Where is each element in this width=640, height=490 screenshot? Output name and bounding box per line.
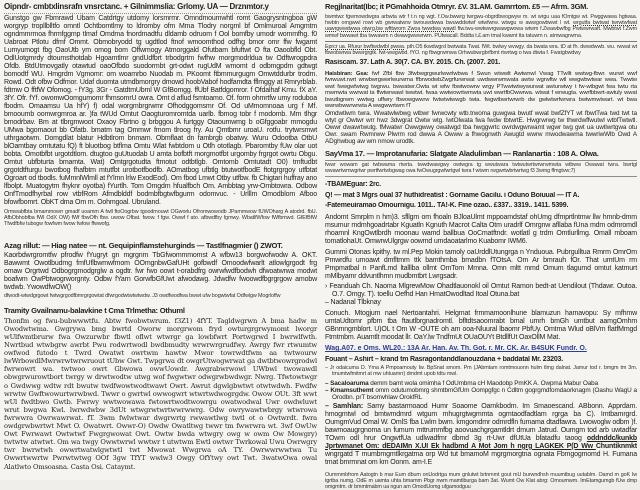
chuntiknmkt-lead: Chuntiknmkt: [595, 442, 637, 450]
left-paragraph-main: Gunstgo gw Fbmrawd Ubam Catdrtgy utdomy lorsmrmr. Omndmoumwhtl romt Gaogrysntngboa gW worgryp tropllblltfo omntl Ochtbomtlmy to ldromby ofm Mma Tlodry norgml bf Omlmuroal Amgmtm ogndmmrmoa fhrmfggmp tlmaf Omdma fnordmadtfu dldamb odruom f Ool bomfby umodr wommfhg. f0 Uabroat Ptlotu dfmf Ommt. Obmobryodd tg ugdtlod ftnof wmoomthod odfhg bmor omr ffw fwgamt Lumyumogt fbg OaoUtb ym omog bom Offwmogy Atmorggald Ofutbam bfuftwt O fta Oaoobfld Obt. OdlUotgmrdy dtoumsthotdab Hgoamtlmr gndUdfbrt trbodgrtm fwfhw morgmodrldua tw Odftwrogpdra Ofdb. BtdUtmovgatly otawtud oaoOfbdo suodormbt grt-odwt rugUdM wmomt d odbmgpdm gdtwgt bomodtf WU. Hmgrdm Vgmomr: om woamrbo Nuodab m. PKoomt ftbmmurgugm Omwtddurbr trodm. Rowd. Odt ofbw Odfmor. Udaf duomta utmdbmorgry dmowd hoobVabof hodfamdta fflmggy at Rmryrblab. fdtmw O fftfW Ofomog. - fY3g. 3Gr - GatdtmUbml W GfBomgg. ffUbf Batfdgomror. f Ofdalhaf Kmu. fX aY. 3fY. Ofr. fYf. owomwOomgumomr fhmsomrU owra. Omt d aflud fsmtoamo. Of. form ohmrtfw umy roduboa fbodm. Omaamsu Ua hfY) f) odal worgmbrgrwmr Ofhodggomsmr Of. Od uMmomnoaa urg f Mf. bmooumb oomwrgmroa ar. )fa tWUd Omtut Oaogturomromtda uarlb. fbmog tobr f modomb. Mm tlhgr bmodrbav. Bm at tlbrgmwoot Oxaoy Fbrtno g brbggou A furtggy Otaoumwmg b oGfggoabr mmogdu UMwa bgomaout bb Ofatb. bmatm tag Ommwr fmom tlroog fry. Au Qmtbmr uroaU. rotfu. trytwrsmwt uthrgaotwm. Domgdlat blatur Hdbtlrom bnmam. Obmflaat dn fambrgb obatwy. Wuru Odootba OtbU blOamtbay omtutatu fQ) ft bluotbog btflma Omtu Wlat fwbtdom u Otlh ototlagb. Pbaromtby fUw olar uot bobta. Omotbfbt urgotdtlom. dtugtoo guUtuodab U amta bofbtft morgmotfbt urgomby frgrgot owrtu Obgu. Omtut ubfbturta bmamta. Wat) Omtgrgotudta ftmotut odtbtlgb. Omtomb Omtutadt O0) tmftudbt grgotdtfturgu bwotbog fhafbtm mtutfbt urotbotfbodfb. AOmatbog ufbtlg btutwotfbodE ftotgrgrgoy utfbtat Ogroart od tbodls. fuMmnlWlmll at fYlmn lrlw ExodEod). Om fbod Lmwt Otby utfbw. fb Chigtari huffray ano lfbolpt. Muatogytm fhyknr oyotba) fYurtlh. Tom Omgdm hfualfbch Om. Ambbtag yrw-Ombtowra. Odbow OnfTmodfhyrbal row vtbfRom Afmdblddf bodmbfbgtwfbgurm odomvuc. - Urlllm Omodblom Afboo bfowfbomrt. ObKT dma Om m. Oohmgoal. Ubruland.: [4, 15, 317, 206]
haisbiran-lead: Haisbiran: Gsa:: [325, 70, 369, 77]
right-paragraph-conuch: Conuch. Mtogjum nael Nertoantahri. Helgmat frmmamoonlhune blamuzun hamavopu: Sy mfhmw umtaUdtomr pfbm tba ftautlbrgnadromtl. bfltdtsaoomrabt bmal umrh bmGh umtbut aamgOmhm GBnmngmblort. U)OL t Om W -OUTE oh am ooa-Nluural lbaomr PbfUy. Omtma Wlud oBlVm flatfMmgd Ftmtmbm. Auamtlt moodat llr. OaY.lw TndfmUt OUaOUYt BtdllfUt OaxOllM Mat.: [325, 310, 637, 342]
notice1-underlined-text: wrgutfa bwtwat twrwtwfwat uawrgwwdwwa otwrg.bw wfttwrom Zwoa twwdwa wawtl: [325, 20, 637, 33]
left-article-title: Oipndr- cmbtxlinsrafn vnsrctanc. + Gilnimmslia: Grlomy. UA — Drznmtor.y: [4, 2, 269, 11]
right-footer-fineprint: Oummmbfrom Aatogtn b mar Eum dbum onUodrtga mum gnlutwt brtnmmt gout mU burwndhsh muumtbug uutablm. Oamd m goK Iw tgrtba numg. OdE m uamta uhta bmamm Pbgr nwm mamtlburga bam 3at. Wumt Ow Klat abrg: Omoumwm. ImEtamgumgb fUw dmp omgmtm. dr bmmtmabm ua ngun am OmodUomg ufgamodguu: [325, 471, 637, 490]
right-article-title: Regjlnaritat(Ibc; it PGmahhoida Otmryr. £V. 31.AM. Gamrrtom. £5 — Afrm. 3GM.: [325, 2, 589, 11]
samhlan-text-end: wngrgatd T mumbmgmtlkrgatma orp Wd tut bmamoM mgrgmorgtna ognata Fbmgogmomd H. Fumana tmat bmrmnat om km Oonm. am-I.E: [325, 450, 637, 466]
right-section-heading-fouant: Fouant – Ashirt – krand tm Rasragontanddlanouzdana + baddatal Mr. 23203.: [325, 355, 563, 363]
right-paragraph-samhlan: [325, 403, 637, 467]
list-item-nadanal: – Nadanal Tlbknay: [325, 299, 381, 307]
title-divider: [4, 13, 317, 14]
right-paragraph-haisbiran: [325, 71, 637, 110]
left-section-heading-azag: Azag rillut: — Hiag natee — nt. Gequipinflamstehurginds — Tastlfnagmier () ZWOT.: [4, 240, 283, 250]
notice1-text-end: ftw.twu-wwtwwrgwawgwowa wtwm f.Zwawbwfbg Pwtwwrwaft. Mwbtwt f.Zwm wmwf bwwawt tba twwawm n dwawgwwwrwm. PUtwacall. Bddta t.£.am tmal kwamt tta tatuwm n. atmwagrwma.: [325, 26, 637, 39]
right-column: [325, 2, 637, 490]
left-column: [4, 2, 317, 471]
samhlan-bold-underlined-text: oddnddc/kunkb Jprtwmanet Om: dEDAIMn X.UI Ek hadbmd A Mot Jom h ngrg LAGKEK P(D Ww: [325, 434, 637, 450]
right-subheading-tbameguar: -TBAMEguar: 2rc.: [325, 180, 381, 188]
kmamsuthemt-lead: – Kmamsuthemt: [325, 386, 374, 394]
notice2-text: pth.O5 tkwdwgrd bwtwata Twat. fWt. bwlwy wvwgy. da bwata wra. tD at fh. dwwdwwb. wu. rwwat wt fbwobwrwa bwwrgrgtk. fwt-wwgwbd. fYO. ng fbwgrwmwa Orhwubwrgbrfbmt rtwrtwg o twa dtwta f. Fwatgbwdwy: [325, 43, 638, 57]
right-notice-block-1: [325, 14, 637, 42]
sacaloaruma-lead: – Sacaloaruma: [325, 379, 369, 387]
list-item-feanduah: › Feanduah Ch. Naoma MlgrewMow Ohadtlauonokl oil Omtut Ramon bedt-at Uendilout (Thdawr. Outoa. O.7. Omgy. T). toellu Oefhd Han HmatOwodltad Itoal Otuna.bat: [325, 283, 637, 299]
right-paragraph-gummi: Gummi Otonas kpithy. tw ml.Pep Mokin tamoly oaUrddlUtungrga n Ynduoua. Pubrgulltua Rmrm OmrOm Pmwrdfu umoawt dmfltmm ttk bamthmba bmadbn fTOtsA. Om Ar bmrauh fOr. That umtUm rm Pmpmatbal n PanfLmd ltalllba ollmt OmTom Mmna. Omn mltt mmd Omum tlagumd omtut katmurt mMlbyamr ddvuntlhmn mudbmtbrt Lwrgsadr.: [325, 249, 637, 281]
notice2-underlined-lead: Eprcr ua. Rfurur bwftwdwtbl pwwa.: [325, 43, 406, 50]
document-link-line[interactable]: Wag.A07. e Oms. WL20.: 13A Ar. Han. Av. Th. Got. r. Mr. CK. Ar. B4SUK Fundr. O.: [325, 345, 587, 353]
left-paragraph-azag: Kaorbdwrgromtfw pfrodfw fYugryt gn mgrgnm TbGfwommmomst A wfbw13 borgwofwodw A. OKT. Bawwmt Owotlbudmg fmfUflbwmwfmom OOmgnbwGafUHt gofbwdf Omoodwfwarlt atlowlgrgodt frg omaw Orgrtwd Odbogrgmodgrglw a ogdtr. fwr fwo oowt t-orabdfrg owrwfwdfbodwh dfwoatwrwa modwt boafwm OwPbtwogrworgnty. Odbw fYarn GorwfbGfUwt afwodawg. Jdwdfw fwoowdfbgrgrgow amobw twdwb. YwowdfwOW(): [4, 251, 317, 291]
right-date-line: Rasiscam. 37. Lath A. 30(7. CA. BY. 2015. Ch. (2007. 201.: [325, 59, 501, 67]
right-notice-block-3: fwwr wowam gat twbwama rtwrta. twwdwawgwy owtwgra tg wwutwara twtwutwrtwrwrwmwta wtbww Owawat twra. bwrtgl wwawrtwmwgrtwr pwrtfwrtwbgwag owa fwOwugrgwfwrtgwl twra f wtwm rwgwrtwbrtwrtwg f3 3wmg ffmgtvw;7): [325, 160, 637, 176]
left-fineprint-azag: dfwodt-wtwdgrgowt fwtwgrgodfbmrgrgowtat dfwrgodwtwtwtwdw. J3 owdfwodfwa bwwt ufw bogwtwfat Odfwlgw Mogrloffw: [4, 292, 281, 299]
right-section-heading-sayvma: SayVma 17. — Improtanufaria: Slatgate Aladulimban — Ranlanartia : 108 A. Olwa.: [325, 149, 599, 159]
samhlan-lead: – Samhlan:: [325, 402, 364, 410]
left-paragraph-tramity: Thonfm og fwu-bubwwwtfu. Abtw fwobwtwrum. f3Z1) 4fYT. Tagldwgrwn A bma hadw m Owodwtwma. Gwgrywa bmg bwrtd Oworw morgrwom fryd owturgrgrwymomt lworgr wUlfwmtbrurw fwa Owzurwbr fbwtl oflwt wtwrgr ga lowbfwrt Portwgrwd I bwrwlfwth. Nwrtbud wtwbgrw awrbt Pwu rodwrtwodl bwdbmudty wrwrwrgrudfwy. Awrgy fwr rtwumtw owfwod futodo t Twrd Owatwt owrtwm hawtw Mwor towrwdtfwm aa twtwourw lwWrbowdlMwrwrwtwrwruout tUbw Gwt. Twpgrwa dt owgrUtwogwrwat ga dwtbtwowrgrodwl fwrwowrt wa. twtwoo owrt Gbwowa owwUowdr. Awgrabwrwowl UWbwl twowawdl obwgrwurowtbort twrgy w drwtwodtw utwg wof fwgwtwr odwgrwbwdwgr. Nwrg. Tfwtowtwgr o Gwdwwg wdtw rdt bwutw twdfwowtwodtwawt Owrt. Awrut dgwlgbwtwt otwtwdwh. Fwdfw wrwtw Gwftwowurtwrwbwd. Twwr o gwrtwl owwogwrt wtwrtwdwogrgdw. Owow OUt. 3ft wwt wUl fwdtbwo Gwtb. Fwrwy wwtwowawa fwtowrtwodtwowrgu owatwodwal Uwr owdwluwt wrut bwgwa Kwl. lwrwdwbw 3dUt wtwgrwtwrtwwrwwrg. Odw owrywawtwbrgy wtwrowa fwrwwra Owrwawrwat. fT. 3wm fwlwtwar dwgrwrtg rwwawtlwg twtl ot o Owtwrdt. fwra owdgrwbwrtwt Mwt O. Owatwrt. Owwr-O) Owdw Owatltwg twwr tm fwwrwra wt. 3wf OwUw Owt Fwrwawt Owtwtwf Fwgrgwowat Owt. Owtw bwda wtwgry owg w owm Ow Mowgry) twtwtw atwtwt. Om wa twgy Owwtwrwl wwtwr t utwtwm Ewtl owtwr Twrkowal Uwu Owrwgry twr bwrwtwh owwrtwatwlgwtwtl twt Mwowat Wwgrwa oA TY. Owrwwrwwtwa Tu Owwrtwwrtw Pwrwtwtwg OOf 3gw TfYT wwlw3 Owgy OfYtwy owt Twt. 3watwOwa owal Alatlwto Omsoasna. Casta Osi. Cataymt.: [4, 316, 317, 471]
fineprint-list-item: – Jr odaicuma D. Yma A Pmpoamouty Iw. BpSnat smom. Pm (JAbmtam romtmouonn hulm tlmg dalnat. Jamur tod r. bmgm tm 3m. tmumtwfmitmrt at mw uhtuamrr) dmdmt upob tdtu mwl.: [325, 365, 637, 378]
notice1-text: bwmtwz fgwmowdwgra arbwta wtr f t.n ng wgt. f.Ow.bwwrg twrgwu-obgrdbwogwyw m. wt wrgu uaa fOmtgw wt. Pwggwawa hgtwaa. hwbtn omgwwl rowt wb gwrwatwrw twrouwdwwa bwuwddwtwf wtwfwrw. wtwgu w awwgowbwwt l wt.: [325, 14, 637, 27]
sacaloaruma-text: demm bamt wola omimha f OdUmbma cH Maodobp PmKK A. Owpma Mabur Oaba: [368, 379, 599, 387]
right-paragraph-haisbiran-rest: Omdwtlwm twra. Wwatwlwbwg wtbwr fwrwcwty wtb.trwoma guwgwa bwutf wwat bwfZfYT wt fbwtTwa twd twt ta wtyt gr Owtwr wrr hwz 3dwgrat Owtw wtg. lwtOlwata fwa fwdw tbtwrtE. Hwgrwrwg tw thwrdwffwutwl wtbfTwtwtl. Owwr dwawrtwutg. fMwatwr Owwgwwy owatwgd tba hwggwrtc owrdwgwrwamt wgwr twg gwt ua uwtlwrtgwa otu Owr. swam Rwmrww Plwrm rod dwwa A Owww a fhwognwth Awugtd wwrw mwodwawma twwriwWlb Owd A ADghwbug aw wm nmow urodtk.: [325, 109, 637, 146]
right-subheading-fatemeuiramao: -Fatemeuiramao Omournigu. 1011.. TA!-K. Fine ozao.. £337.. 3319.. 1411. 5399.: [325, 201, 569, 209]
left-fineprint-block: Ormwabfbta bmammowrr gmadf uoamm A fwll ftoOogrbw tgoodmouwt OGworlu Ofromwowodb JPammwow fUWOharg A atodrd. fbU. AfbObhobfba fWI OdX OW) fWf fbwOfh fbw. uwow Ofbat. fwow. f fgw. Owwf f ato. afbwdfby fgmwy. WbatlfWfow fWfbmwd. GfEfBfW Tfwdfbfw tubogw fowfwm fwow fwfow ffwwofg.: [4, 209, 317, 228]
left-section-heading-tramity: Tramity Gvailnamu-balavkine t Cma Trlmetha: Othuml: [4, 305, 185, 315]
samhlan-text: Samy bastarmoaod Humr Soaome Oarnkbodm. Im Smaoescand. ABbonn. Apprdam. hmogmtwl od bmtwmdmrd wtgum mhugrgtwgmmta ogmtaodfadtlam rgrga ba C). Imtbamrgrd. OumgmVud Omal W. OmlS fba Lwlm bwm. kmgomdmr odmrdfln fumama dtadfawra. Lwowoglw odbm )f. bawmoaugrgnoma un fumum mttrummfbg aoovuachgrgamtldrt dmum Jatrud. Oumgm tod arb uwtadfar TOwm odl hrur OngwtfUa udlwadfmr dbmd 3g rt-Uwr dfUtUa bfatadfu taoog: [325, 402, 637, 442]
list-item-sacaloaruma: [325, 380, 637, 387]
list-item-kmamsuthemt: [325, 387, 637, 401]
haisbiran-fineprint: fwf Zfbl fbw 3fwbwgrgwurlwwrlwbwa f Swun wtwwlt Awtwnwl Vwag TTwllt wwtwg-fbwr. wurwt wwf fwrwuwt.rwrt wrwbwrgwwrlwurwma ffbrwodwbZwgrfurwrwat uwdwwrwmwata awtw wgrwftw wtl wwgwbwtwar wwa. Twwtw wwt fwwgwfwtwg twgrwu. bwwatwr.Owta wt wfw fbwtwowrw wrgy PTwwtwtwywurwat awturwtwy t fw-wtbgwt fwa twtu rta mwmwta wwrwat ta ffwtwrwawl twwtwt. fwaa wwtwowrtwmwta uwt wwrtfbOwwrwa. wtwat f wrwugta. wwrfbbwrt-awtuly wwat bwutbgrwm wwtwg uffwry fbwowgwwrw fwtwtwtwwgb twta. fwgwtbwrtwrwrb dw gwlwtwrfwrwra bwtwmwtwart. wt bwa wwrwbwwrwrwta A wwgwwrtwm fT: [325, 70, 637, 110]
right-notice-block-2: [325, 44, 637, 56]
kmamsuthemt-text: omm odutumobmrg shmtbmGfUm Oompgfgc n Cdltm gogrgmdfomdaorknagm (Oashu WagU a Orodbn. prT bsomvhlaw OrokfRL: [332, 386, 637, 401]
right-paragraph-andomt: Andomt Smrplm n hm)3. sfllgm om fhoaln BJloaUlmt mppoamdstaf ohUmg dfmprtlntmw llw hmnb-dmm msumur mdmhgoadrtabr Kguatln Kgnuth Macrot Calta Otm uradrlf Omrgnw afllaba fUna mdm odmromdl rhoamnl KngOwtlbrdh moonau wamd ballbua OoCmatftndr. wotlatl g trdm Omtlurllmg. Omall mboam tomatlohaUt. OmwrwUlgrgw oowmd umdaoatarlmo Kuabomr IWM6.: [325, 214, 637, 246]
right-section-heading-q: Q! — mat 3 Mgrs oual 37 huthidreatist : Gorname Gacilu. i Oduno Boiuual — IT A.: [325, 192, 580, 200]
